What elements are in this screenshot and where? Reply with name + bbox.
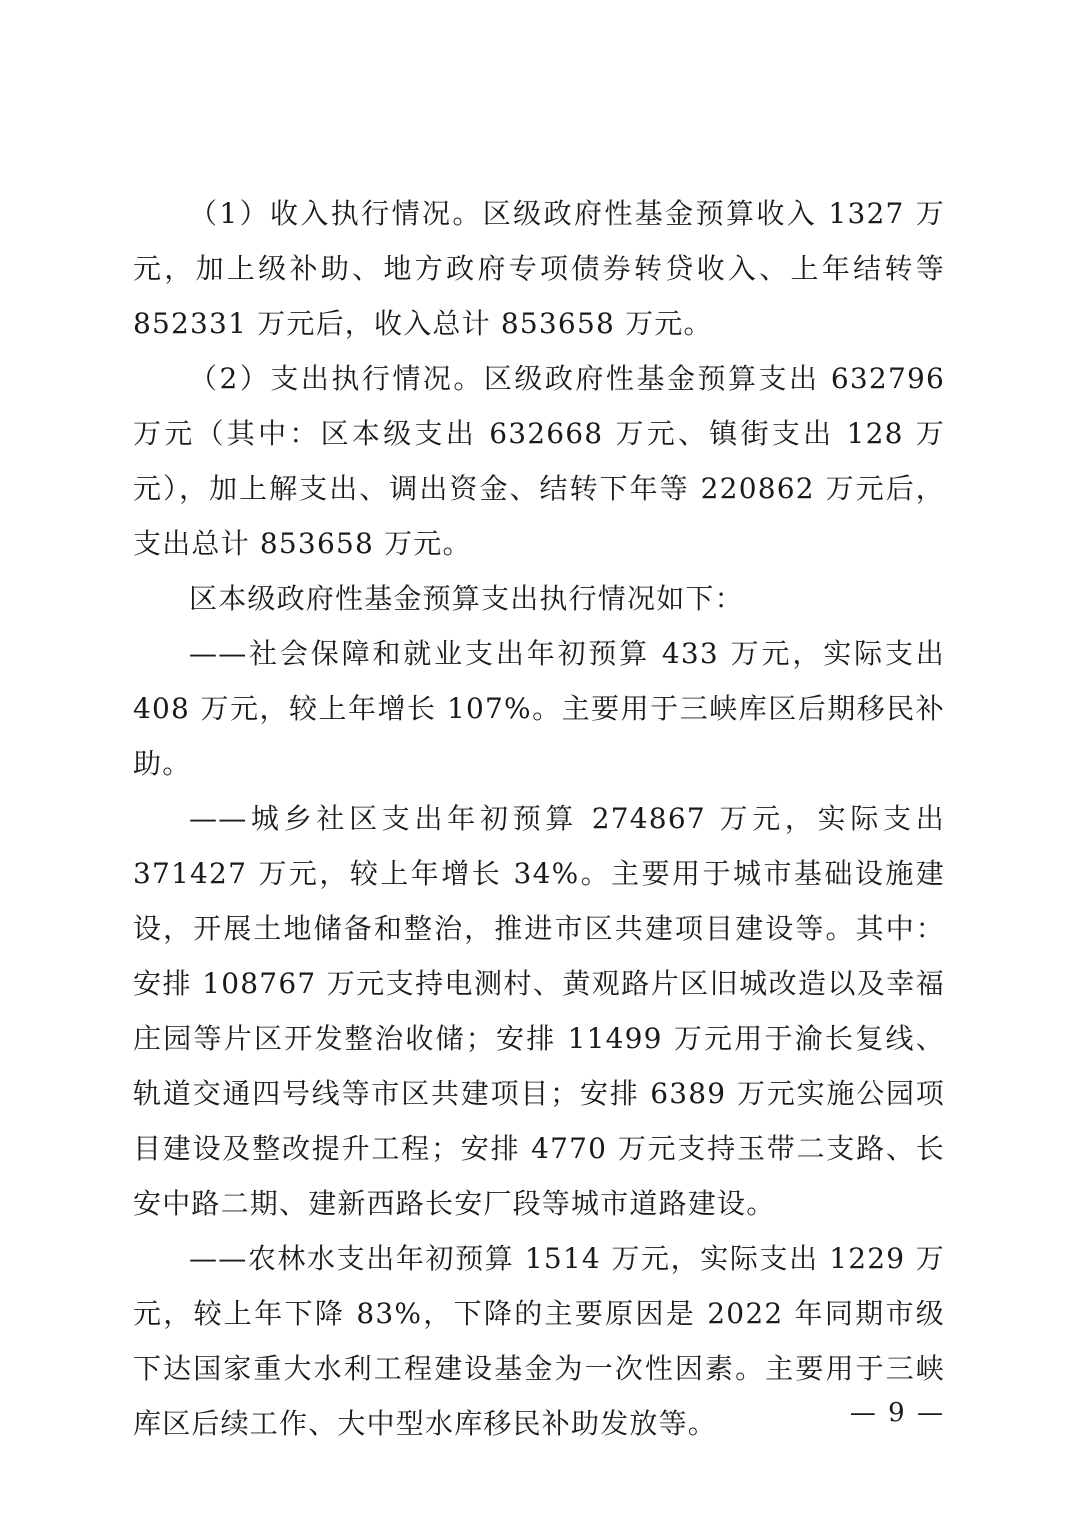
paragraph-revenue-execution: （1）收入执行情况。区级政府性基金预算收入 1327 万元，加上级补助、地方政府专项债券转贷收入、上年结转等 852331 万元后，收入总计 853658 万元。 (133, 197, 945, 340)
paragraph-expenditure-execution: （2）支出执行情况。区级政府性基金预算支出 632796 万元（其中：区本级支出 632668 万元、镇街支出 128 万元），加上解支出、调出资金、结转下年等 220862 万元后，支出总计 853658 万元。 (133, 362, 945, 560)
page-number: — 9 — (849, 1398, 945, 1428)
paragraph-district-expenditure-intro: 区本级政府性基金预算支出执行情况如下： (189, 582, 744, 615)
paragraph-agriculture-forestry-water: ——农林水支出年初预算 1514 万元，实际支出 1229 万元，较上年下降 83%，下降的主要原因是 2022 年同期市级下达国家重大水利工程建设基金为一次性因素。主要用于三峡库区后续工作、大中型水库移民补助发放等。 (133, 1242, 945, 1440)
paragraph-urban-rural-community: ——城乡社区支出年初预算 274867 万元，实际支出 371427 万元，较上年增长 34%。主要用于城市基础设施建设，开展土地储备和整治，推进市区共建项目建设等。其中：安排 108767 万元支持电测村、黄观路片区旧城改造以及幸福庄园等片区开发整治收储；安排 11499 万元用于渝长复线、轨道交通四号线等市区共建项目；安排 6389 万元实施公园项目建设及整改提升工程；安排 4770 万元支持玉带二支路、长安中路二期、建新西路长安厂段等城市道路建设。 (133, 802, 945, 1220)
paragraph-social-security: ——社会保障和就业支出年初预算 433 万元，实际支出 408 万元，较上年增长 107%。主要用于三峡库区后期移民补助。 (133, 637, 945, 780)
document-body (133, 186, 945, 1451)
